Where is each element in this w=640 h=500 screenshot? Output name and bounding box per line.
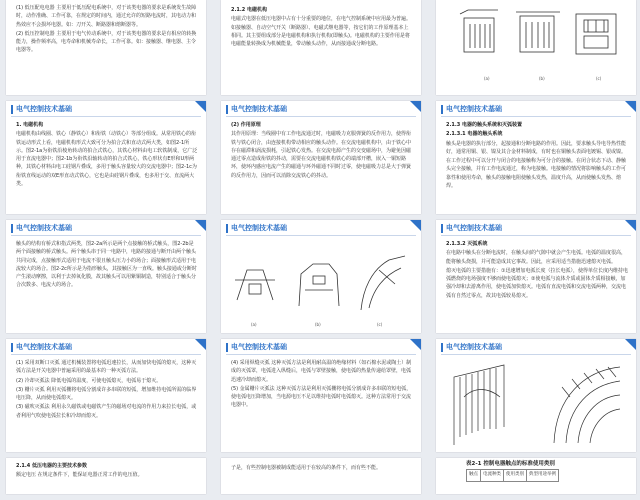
slide-paragraph: 子是，有些控制电器被制成能适用于在较高的条件下，而有些不能。 bbox=[231, 465, 382, 471]
slide-body bbox=[16, 240, 198, 291]
slide-paragraph: 在电路中触头在分断电流时，在触头间的气隙中就会产生电弧。电弧的温度很高，能将触头烧损，并可能造成其它事故。因此，应采用适当措施迅速熄灭电弧。 bbox=[446, 250, 627, 265]
header-accent-bar bbox=[11, 105, 13, 114]
slide-body bbox=[16, 462, 198, 481]
figure-caption: (b) bbox=[315, 322, 321, 327]
slide-paragraph: 熄灭电弧的主要措施有：①迅速增加电弧长度（拉长电弧），使得单位长度内维持电弧燃烧的电场强度不够而使电弧熄灭；②使电弧与流体介质或固体介质相接触，加强冷却和去游离作用，使电弧加快熄灭。电弧有直流电弧和交流电弧两种，交流电弧有自然过零点，故其电弧较易熄灭。 bbox=[446, 267, 628, 299]
slide-body bbox=[231, 121, 413, 181]
corner-decoration bbox=[410, 220, 421, 231]
section-heading: 2.1.2 电磁机构 bbox=[231, 7, 267, 13]
section-heading: 1. 电磁机构 bbox=[16, 122, 44, 128]
slide-paragraph: 其作用原理：当线圈中有工作电流通过时，电磁吸力克服弹簧的反作用力，使得衔铁与铁心闭合，由连接机构带动相应的触头动作。在交流电磁机构中，由于铁心中存在磁滞和涡流损耗，引起铁心发热。在交流电源产生的交变磁场中，为避免因磁通过零点造成衔铁的抖动，需要在交流电磁机构铁心的端部开槽，嵌入一铜短路环，使环内感应电流产生的磁通与环外磁通不同时过零，使电磁吸力总是大于弹簧的反作用力，因而可以消除交流铁心的抖动。 bbox=[231, 131, 412, 179]
section-heading: 2.1.4 低压电器的主要技术参数 bbox=[16, 463, 87, 469]
header-accent-bar bbox=[226, 343, 228, 352]
slide-paragraph: 触头是电器的执行部分，起接通和分断电路的作用。因此，要求触头导电导热性能好，通常用铜、银、镍及其合金材料制成，有时也在铜触头表面电镀锡、银或镍。 bbox=[446, 140, 627, 155]
slide-body bbox=[446, 121, 628, 191]
slide-body bbox=[231, 6, 413, 49]
corner-decoration bbox=[195, 339, 206, 350]
table-header-cell: 使用类别 bbox=[504, 470, 527, 481]
contact-figure bbox=[229, 240, 413, 320]
slide-title: 电气控制技术基础 bbox=[231, 343, 287, 351]
corner-decoration bbox=[625, 101, 636, 112]
slide-paragraph: 电磁式电器在低压电器中占有十分重要的地位，在电气控制系统中应用最为普遍。如接触器、自动空气开关（断路器）、电磁式继电器等，按它们的工作原理基本上相同。其主要组成部分是电磁机构和执行机构(即触头)。电磁机构的主要作用是将电磁能量转换成为机械能量，带动触头动作，从而接通或分断电路。 bbox=[231, 16, 412, 48]
usage-category-table bbox=[466, 469, 559, 481]
table-header-cell: 触点 bbox=[467, 470, 481, 481]
slide-thumbnail[interactable] bbox=[6, 458, 206, 494]
header-accent-bar bbox=[11, 343, 13, 352]
slide-thumbnail[interactable] bbox=[221, 101, 421, 214]
slide-body bbox=[16, 121, 198, 189]
slide-body bbox=[16, 359, 198, 421]
table-header-row bbox=[467, 470, 559, 481]
slide-body bbox=[16, 4, 198, 56]
slide-title: 电气控制技术基础 bbox=[16, 105, 72, 113]
slide-thumbnail[interactable] bbox=[436, 101, 636, 214]
slide-paragraph: (4) 采用纵缝灭弧 这种灭弧方法是利用耐高温的绝缘材料（如石棉水泥或陶土）制成的灭弧罩，电弧进入纵缝后，电弧与罩壁接触，使电弧的热量传递给罩壁，电弧迅速冷却而熄灭。 bbox=[231, 360, 412, 383]
slide-thumbnail[interactable] bbox=[436, 458, 636, 494]
slide-paragraph: 在工作过程中可以分开与闭合的电接触称为可分合的接触。在闭合状态下动、静触头完全接触，并有工作电流通过，称为电接触。电接触的情况将影响触头的工作可靠性和使用寿命，触头的接触电阻使触头发热，温度升高，从而使触头发热、熔焊。 bbox=[446, 158, 627, 190]
slide-body bbox=[231, 464, 413, 473]
slide-title: 电气控制技术基础 bbox=[446, 224, 502, 232]
slide-title: 电气控制技术基础 bbox=[16, 224, 72, 232]
figure-caption: (a) bbox=[484, 76, 490, 81]
corner-decoration bbox=[195, 101, 206, 112]
figure-caption: (c) bbox=[377, 322, 383, 327]
header-accent-bar bbox=[11, 224, 13, 233]
slide-thumbnail[interactable] bbox=[436, 339, 636, 452]
header-accent-bar bbox=[226, 224, 228, 233]
header-accent-bar bbox=[441, 224, 443, 233]
slide-thumbnail[interactable] bbox=[221, 339, 421, 452]
subsection-heading: 2.1.3.1 电器的触头系统 bbox=[446, 131, 503, 138]
corner-decoration bbox=[625, 220, 636, 231]
slide-body bbox=[231, 359, 413, 411]
slide-paragraph: 触头的结构有桥式和指式两类，图2-2a所示是两个点接触的桥式触头，图2-2b是两个面接触的桥式触头。两个触头串于同一电路中，电路的接通与断开由两个触头共同完成，点接触形式适用于电流不很且触头压力小的场合；面接触形式适用于电流较大的场合。图2-2c所示是为指形触头，其接触区为一直线。触头接通或分断时产生滚动摩擦，以利于去掉氧化膜，故其触头可以用紫铜制造，特别适合于触头分合次数多、电流大的场合。 bbox=[16, 241, 197, 289]
slide-thumbnail[interactable] bbox=[221, 220, 421, 333]
corner-decoration bbox=[195, 220, 206, 231]
slide-title: 电气控制技术基础 bbox=[231, 105, 287, 113]
header-accent-bar bbox=[441, 105, 443, 114]
slide-title: 电气控制技术基础 bbox=[446, 105, 502, 113]
slide-paragraph: (2) 冷却灭弧法 降低电弧的温度，可使电弧熄灭，电弧易于熄灭。 bbox=[16, 377, 162, 384]
slide-title: 电气控制技术基础 bbox=[446, 343, 502, 351]
figure-caption: (a) bbox=[251, 322, 257, 327]
arc-chute-figure bbox=[444, 357, 628, 449]
slide-thumbnail[interactable] bbox=[221, 0, 421, 95]
electromagnet-figure bbox=[456, 8, 626, 70]
slide-thumbnail[interactable] bbox=[6, 0, 206, 95]
figure-caption: (c) bbox=[596, 76, 602, 81]
slide-thumbnail[interactable] bbox=[436, 0, 636, 95]
section-heading: (2) 作用原理 bbox=[231, 122, 261, 128]
slide-body bbox=[466, 460, 628, 482]
slide-thumbnail[interactable] bbox=[221, 458, 421, 494]
slide-thumbnail[interactable] bbox=[6, 339, 206, 452]
slide-thumbnail[interactable] bbox=[6, 220, 206, 333]
slide-paragraph: (1) 采用双断口灭弧 通过机械装置将电弧迅速拉长，从而加快电弧的熄灭，这种灭弧方法是开关电器中普遍采用的最基本的一种灭弧方法。 bbox=[16, 360, 197, 375]
slide-title: 电气控制技术基础 bbox=[231, 224, 287, 232]
slide-paragraph: (3) 磁吹灭弧法 利用永久磁铁或电磁铁产生的磁场对电流的作用力来拉长电弧，或者利用气吹使电弧拉长和冷却而熄灭。 bbox=[16, 404, 197, 419]
slide-title: 电气控制技术基础 bbox=[16, 343, 72, 351]
slide-paragraph: (2) 低压控制电器 主要用于电气传动系统中，对于该类电器的要求是有相应的转换能力，操作频率高，电寿命和机械寿命长，工作可靠。如：接触器、继电器、主令电器等。 bbox=[16, 30, 197, 54]
slide-grid bbox=[6, 0, 636, 494]
figure-caption: (b) bbox=[539, 76, 545, 81]
header-accent-bar bbox=[441, 343, 443, 352]
table-header-cell: 典型用途举例 bbox=[527, 470, 559, 481]
header-accent-bar bbox=[226, 105, 228, 114]
slide-body bbox=[446, 240, 628, 301]
slide-paragraph: 额定电压 在规定条件下，能保证电器正常工作的电压值。 bbox=[16, 472, 143, 479]
section-heading: 2.1.3 电器的触头系统和灭弧装置 bbox=[446, 122, 522, 128]
subsection-heading: 2.1.3.2 灭弧系统 bbox=[446, 241, 488, 247]
slide-thumbnail[interactable] bbox=[6, 101, 206, 214]
corner-decoration bbox=[625, 339, 636, 350]
table-caption: 表2-1 控制电器触点的标准使用类别 bbox=[466, 461, 555, 467]
slide-paragraph: (1) 低压配电电器 主要用于低压配电系统中，对于该类电器的要求是系统发生故障时，动作准确、工作可靠，在规定的时间内，通过允许的短路电流时，其电动力和热效应不会损坏电器。如：刀开关、断路器和熔断器等。 bbox=[16, 5, 197, 28]
corner-decoration bbox=[410, 101, 421, 112]
slide-thumbnail[interactable] bbox=[436, 220, 636, 333]
slide-paragraph: (5) 金属栅片灭弧法 这种灭弧方法是利用灭弧栅将电弧分割成许多串联的短电弧，使电弧电压降增加，当电源电压不足以维持电弧时电弧熄灭。这种方法常用于交流电器中。 bbox=[231, 385, 412, 409]
table-header-cell: 电流种类 bbox=[481, 470, 504, 481]
corner-decoration bbox=[410, 339, 421, 350]
slide-paragraph: (3) 栅片灭弧 利用灭弧栅将电弧分割成许多串联的短弧，增加维持电弧所需的临界电压降，从而使电弧熄灭。 bbox=[16, 386, 197, 402]
slide-paragraph: 电磁机构由线圈、铁心（静铁心）和衔铁（动铁心）等部分组成。从常用铁心的衔铁运动形式上看，电磁机构形式大致可分为拍合式和直动式两大类，如图2-1所示。图2-1a为衔铁沿棱角转动的拍合式铁心，其铁心材料由电工软铁制成，它广泛用于直流电器中；图2-1b为衔铁沿轴转动的拍合式铁心，铁心形状有E形和U形两种，其铁心材料由电工硅钢片叠成，多用于触头容量较大的交流电器中；图2-1c为衔铁直线运动的双E形直动式铁心，它也是由硅钢片叠成，也多用于交、直流两大类。 bbox=[16, 131, 198, 188]
